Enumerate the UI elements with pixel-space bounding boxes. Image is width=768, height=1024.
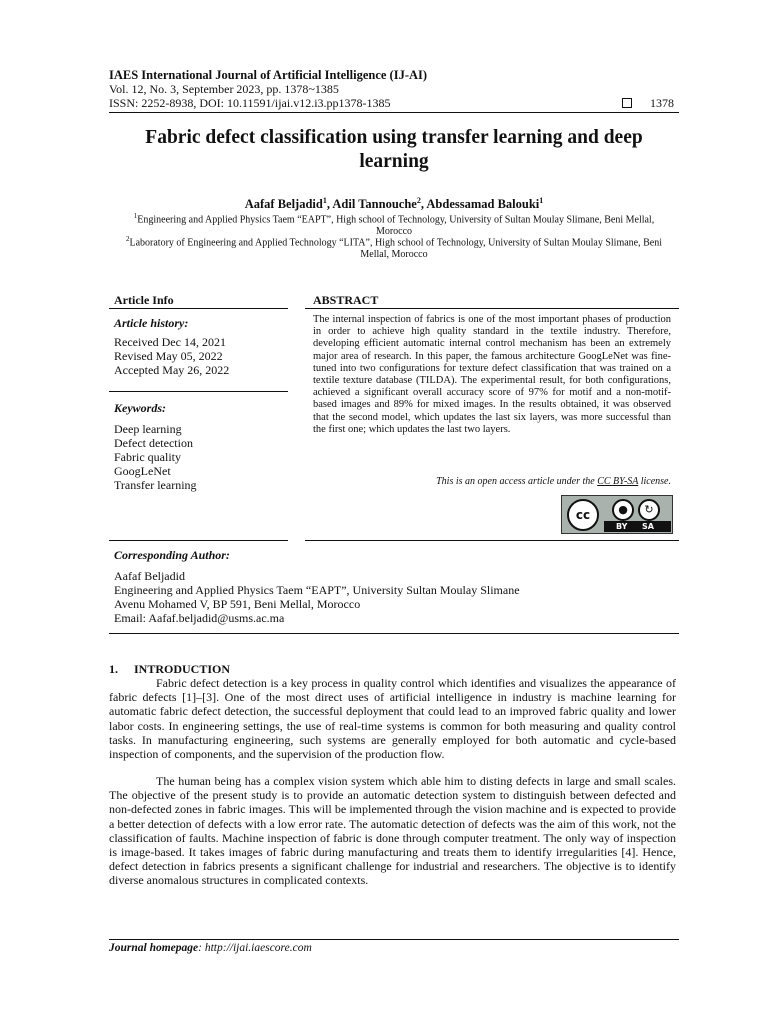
corresponding-email: Email: Aafaf.beljadid@usms.ac.ma [114,611,285,625]
section-title: INTRODUCTION [134,662,231,676]
affiliation-2 [118,234,670,260]
corresponding-rule-right [305,540,679,541]
section-number: 1. [109,662,118,676]
corresponding-address: Avenu Mohamed V, BP 591, Beni Mellal, Morocco [114,597,361,611]
history-received: Received Dec 14, 2021 [114,335,226,349]
abstract-heading: ABSTRACT [313,293,379,307]
homepage-label: Journal homepage [109,942,199,954]
paper-title: Fabric defect classification using transfer learning and deep learning [145,127,643,172]
license-link[interactable]: CC BY-SA [597,476,639,487]
journal-homepage: Journal homepage: http://ijai.iaescore.com [109,942,312,954]
corresponding-rule-left [109,540,288,541]
intro-paragraph-1: Fabric defect detection is a key process in quality control which identifies and visualizes the appearance of fabric defects [1]–[3]. One of the most direct uses of artificial intelligence in industry is machine learning for automatic fabric defect detection, the successful deployment that could lead to an improved fabric quality and lower labor costs. In engineering settings, the use of real-time systems is common for both measuring and quality control tasks. In manufacturing engineering, such systems are generally employed for both automatic and cycle-based inspection of components, and the supervision of the production flow. [109,676,676,762]
author-sup: 1 [322,196,327,205]
intro-paragraph-2: The human being has a complex vision system which able him to disting defects in large and small scales. The objective of the present study is to provide an automatic detection system to distinguish between defected and non-defected zones in fabric images. This will be implemented through the vision machine and is expected to provide a better detection of defects with a low error rate. The automatic detection of defects was the aim of this work, not the classification of faults. Machine inspection of fabric is done through computer treatment. The only way of inspection is image-based. It takes images of fabric during manufacturing and treats them to identify irregularities [4]. Hence, defect detection in fabrics presents a significant challenge for industrial and researchers. The objective is to identify diverse anomalous structures in complicated contexts. [109,774,676,888]
cc-by-sa-badge[interactable] [561,495,673,534]
volume-line: Vol. 12, No. 3, September 2023, pp. 1378~1385 [109,82,339,96]
share-alike-icon: ↻ [638,499,660,521]
keywords-label: Keywords: [114,401,166,415]
keywords-list [114,422,197,492]
article-info-heading: Article Info [114,293,174,307]
square-icon [622,98,632,108]
homepage-url[interactable]: http://ijai.iaescore.com [204,942,312,954]
history-revised: Revised May 05, 2022 [114,349,223,363]
affiliation-sup: 1 [133,212,138,220]
article-history-label: Article history: [114,316,189,330]
badge-by-label: BY [616,522,628,531]
history-rule [109,391,288,392]
open-access-suffix: license. [638,476,671,487]
corresponding-affiliation: Engineering and Applied Physics Taem “EAPT”, University Sultan Moulay Slimane [114,583,520,597]
author-name: Abdessamad Balouki [426,197,540,212]
corresponding-name: Aafaf Beljadid [114,569,185,583]
page-number: 1378 [650,96,674,110]
keyword: Defect detection [114,436,193,450]
keyword: GoogLeNet [114,464,171,478]
author-name: Adil Tannouche [332,197,417,212]
badge-strip [604,521,671,532]
author-list: Aafaf Beljadid$^1$, Adil Tannouche$^2$, Abdessamad Balouki$^1$ [244,196,544,212]
badge-sa-label: SA [642,522,654,531]
journal-name: IAES International Journal of Artificial Intelligence (IJ-AI) [109,68,428,82]
cc-icon: cc [567,499,599,531]
footer-rule [109,939,679,940]
attribution-icon: ● [612,499,634,521]
affiliation-text: Laboratory of Engineering and Applied Technology “LITA”, High school of Technology, University of Sultan Moulay Slimane, Beni Mellal, Morocco [129,237,662,260]
abstract-rule [305,308,679,309]
keyword: Deep learning [114,422,182,436]
abstract-text: The internal inspection of fabrics is one of the most important phases of production in order to achieve high quality standard in the textile industry. Therefore, developing efficient automatic internal control mechanism has been an extremely major area of research. In this paper, the famous architecture GoogLeNet was fine-tuned into two configurations for texture defect classification that was trained on a textile texture database (TILDA). The experimental result, for both configurations, achieved a significant overall accuracy score of 97% for motif and a non-motif-based images and 89% for mixed images. In the results obtained, it was observed that the second model, which updates the last six layers, was more successful than the first one; which updates the last two layers. [313,314,671,435]
corresponding-author-block [114,569,520,625]
keyword: Transfer learning [114,478,197,492]
author-sup: 1 [539,196,544,205]
open-access-prefix: This is an open access article under the [436,476,598,487]
article-info-rule [109,308,288,309]
corresponding-bottom-rule [109,633,679,634]
author-name: Aafaf Beljadid [244,197,323,212]
history-accepted: Accepted May 26, 2022 [114,363,230,377]
header-rule [109,112,679,113]
affiliation-sup: 2 [125,235,130,243]
corresponding-author-label: Corresponding Author: [114,548,230,562]
author-sup: 2 [416,196,421,205]
keyword: Fabric quality [114,450,181,464]
affiliation-text: Engineering and Applied Physics Taem “EAPT”, High school of Technology, University of Sultan Moulay Slimane, Beni Mellal, Morocco [137,214,655,237]
section-heading-introduction [109,662,230,677]
article-history [114,335,229,377]
issn-doi-line: ISSN: 2252-8938, DOI: 10.11591/ijai.v12.i3.pp1378-1385 [109,96,391,110]
open-access-line [313,476,671,487]
